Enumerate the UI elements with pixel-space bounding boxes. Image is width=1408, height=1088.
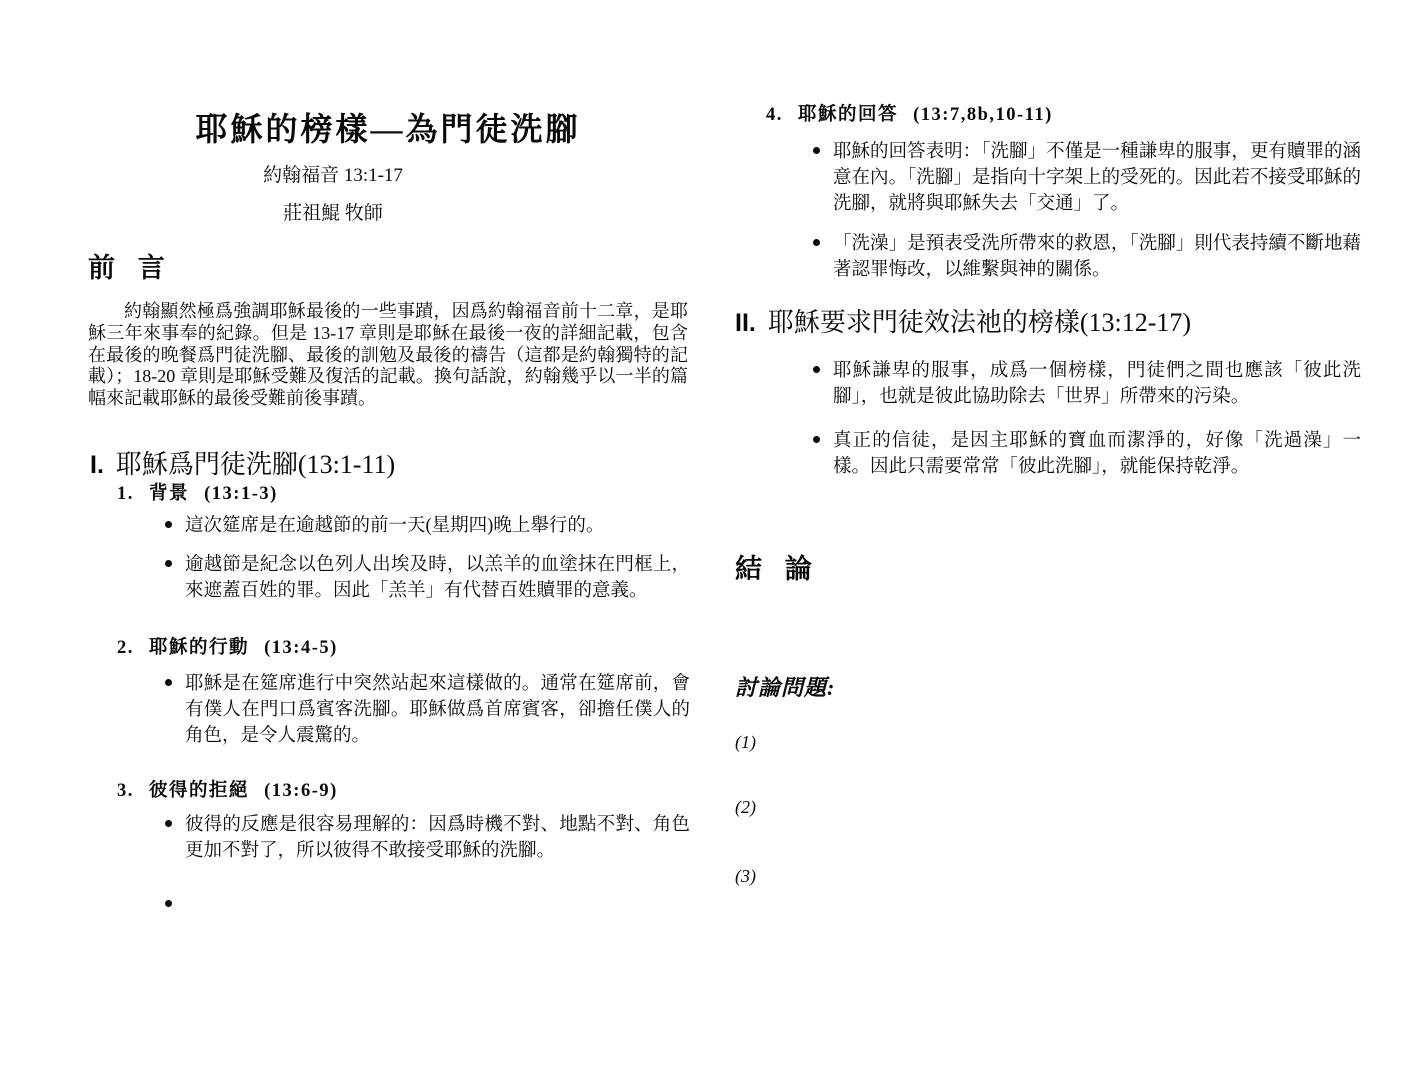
document-title: 耶穌的榜樣—為門徒洗腳	[195, 111, 581, 147]
list-item-empty	[165, 892, 690, 907]
bullet-icon	[165, 900, 172, 907]
list-item-text: 這次筵席是在逾越節的前一天(星期四)晚上舉行的。	[185, 516, 605, 536]
list-item-text: 「洗澡」是預表受洗所帶來的救恩，「洗腳」則代表持續不斷地藉著認罪悔改，以維繫與神的關係。	[833, 234, 1361, 280]
section2-numeral: II.	[735, 309, 756, 337]
list-item	[165, 552, 690, 604]
list-item-text: 真正的信徒，是因主耶穌的寶血而潔淨的，好像「洗過澡」一樣。因此只需要常常「彼此洗腳」，就能保持乾淨。	[833, 431, 1361, 477]
preface-paragraph: 約翰顯然極爲強調耶穌最後的一些事蹟，因爲約翰福音前十二章，是耶穌三年來事奉的紀錄。但是 13-17 章則是耶穌在最後一夜的詳細記載，包含在最後的晚餐爲門徒洗腳、最後的訓勉及最後的禱告（這都是約翰獨特的記載）；18-20 章則是耶穌受難及復活的記載。換句話說，約翰幾乎以一半的篇幅來記載耶穌的最後受難前後事蹟。	[88, 301, 688, 409]
list-item-text: 彼得的反應是很容易理解的：因爲時機不對、地點不對、角色更加不對了，所以彼得不敢接受耶穌的洗腳。	[185, 815, 690, 861]
discussion-item-1: (1)	[735, 732, 756, 752]
bullet-icon	[165, 560, 172, 567]
subsection1-label: 1. 背景 (13:1-3)	[117, 484, 278, 504]
list-item	[813, 231, 1361, 283]
section1-title: 耶穌爲門徒洗腳(13:1-11)	[115, 450, 396, 479]
list-item	[813, 428, 1361, 480]
list-item	[165, 812, 690, 864]
section1-numeral: I.	[90, 451, 104, 479]
right-column	[735, 0, 1360, 1088]
section2-title: 耶穌要求門徒效法祂的榜樣(13:12-17)	[767, 308, 1192, 337]
subsection3-label: 3. 彼得的拒絕 (13:6-9)	[117, 781, 338, 801]
bullet-icon	[813, 239, 820, 246]
list-item-text: 耶穌的回答表明：「洗腳」不僅是一種謙卑的服事，更有贖罪的涵意在內。「洗腳」是指向十字架上的受死的。因此若不接受耶穌的洗腳，就將與耶穌失去「交通」了。	[833, 142, 1361, 214]
list-item	[813, 139, 1361, 217]
list-item	[165, 671, 690, 749]
bullet-icon	[165, 521, 172, 528]
bullet-icon	[813, 436, 820, 443]
subsection4-label: 4. 耶穌的回答 (13:7,8b,10-11)	[766, 105, 1053, 125]
bullet-icon	[813, 366, 820, 373]
list-item	[165, 513, 690, 539]
preface-heading: 前 言	[88, 253, 167, 283]
bullet-icon	[165, 679, 172, 686]
discussion-item-2: (2)	[735, 797, 756, 817]
author-name: 莊祖鯤 牧師	[283, 203, 383, 224]
discussion-item-3: (3)	[735, 866, 756, 886]
section1-heading	[90, 444, 395, 481]
list-item-text: 耶穌是在筵席進行中突然站起來這樣做的。通常在筵席前，會有僕人在門口爲賓客洗腳。耶穌做爲首席賓客，卻擔任僕人的角色，是令人震驚的。	[185, 674, 690, 746]
section2-heading	[735, 302, 1191, 339]
bullet-icon	[165, 820, 172, 827]
scripture-reference: 約翰福音 13:1-17	[263, 165, 403, 186]
conclusion-heading: 結 論	[735, 554, 814, 584]
list-item-text: 耶穌謙卑的服事，成爲一個榜樣，門徒們之間也應該「彼此洗腳」，也就是彼此協助除去「世界」所帶來的污染。	[833, 361, 1361, 407]
subsection2-label: 2. 耶穌的行動 (13:4-5)	[117, 638, 338, 658]
list-item-text: 逾越節是紀念以色列人出埃及時，以羔羊的血塗抹在門框上，來遮蓋百姓的罪。因此「羔羊」有代替百姓贖罪的意義。	[185, 555, 690, 601]
left-column	[88, 0, 688, 1088]
discussion-heading: 討論問題:	[735, 675, 836, 700]
bullet-icon	[813, 147, 820, 154]
list-item	[813, 358, 1361, 410]
